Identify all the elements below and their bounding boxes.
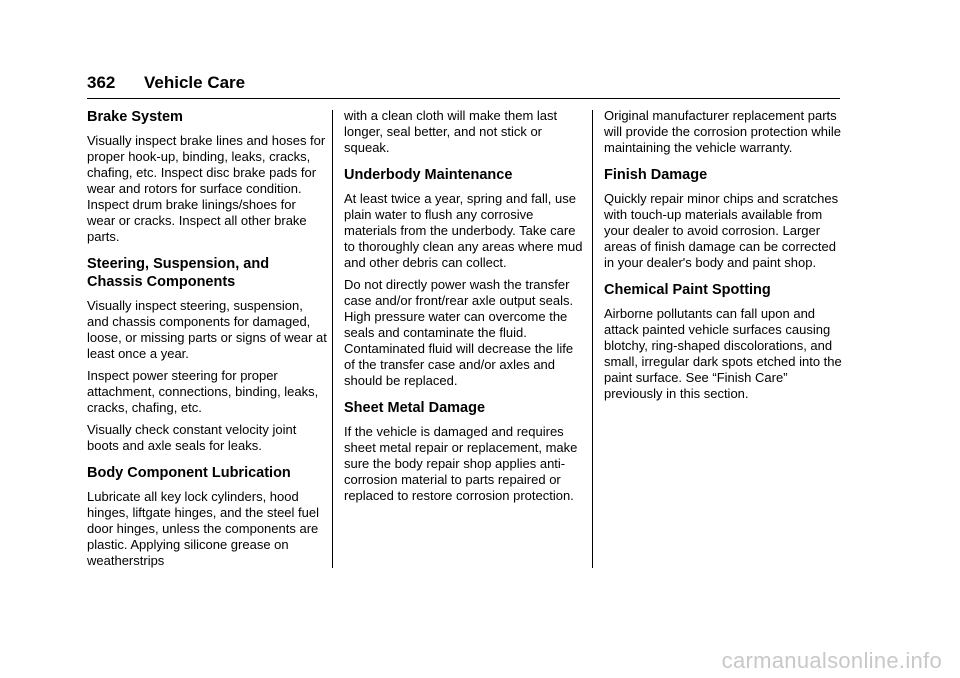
underbody-paragraph-1: At least twice a year, spring and fall, use plain water to flush any corrosive materials from the underbody. Take care to thoroughly clean any areas where mud and other debris can collect. [344, 191, 583, 270]
column-2 [344, 108, 584, 510]
brake-system-heading: Brake System [87, 109, 183, 125]
underbody-paragraph-2: Do not directly power wash the transfer case and/or front/rear axle output seals. High pressure water can overcome the seals and contaminate the fluid. Contaminated fluid will decrease the life of the transfer case and/or axles and should be replaced. [344, 277, 574, 388]
column-3 [604, 108, 844, 408]
chemical-paint-spotting-heading: Chemical Paint Spotting [604, 282, 771, 298]
brake-system-paragraph: Visually inspect brake lines and hoses for proper hook-up, binding, leaks, cracks, chafing, etc. Inspect disc brake pads for wear and rotors for surface condition. Inspect drum brake linings/shoes for wear or cracks. Inspect all other brake parts. [87, 133, 326, 244]
finish-damage-heading: Finish Damage [604, 167, 708, 183]
steering-suspension-heading: Steering, Suspension, and Chassis Components [87, 256, 270, 290]
lubrication-continued-paragraph: with a clean cloth will make them last longer, seal better, and not stick or squeak. [344, 108, 558, 155]
body-lubrication-paragraph: Lubricate all key lock cylinders, hood hinges, liftgate hinges, and the steel fuel door hinges, unless the components are plastic. Applying silicone grease on weatherstrips [87, 489, 319, 568]
steering-paragraph-1: Visually inspect steering, suspension, and chassis components for damaged, loose, or missing parts or signs of wear at least once a year. [87, 298, 327, 361]
steering-paragraph-3: Visually check constant velocity joint boots and axle seals for leaks. [87, 422, 297, 453]
column-divider-2 [592, 110, 593, 568]
sheet-metal-paragraph: If the vehicle is damaged and requires sheet metal repair or replacement, make sure the body repair shop applies anti-corrosion material to parts repaired or replaced to restore corrosion protection. [344, 424, 578, 503]
body-lubrication-heading: Body Component Lubrication [87, 465, 291, 481]
sheet-metal-damage-heading: Sheet Metal Damage [344, 400, 486, 416]
steering-paragraph-2: Inspect power steering for proper attachment, connections, binding, leaks, cracks, chafing, etc. [87, 368, 319, 415]
underbody-maintenance-heading: Underbody Maintenance [344, 167, 513, 183]
watermark: carmanualsonline.info [721, 648, 942, 673]
chapter-title: Vehicle Care [144, 73, 246, 92]
column-1 [87, 108, 327, 575]
page-header [87, 72, 840, 99]
page-number: 362 [87, 73, 116, 92]
column-divider-1 [332, 110, 333, 568]
finish-damage-paragraph: Quickly repair minor chips and scratches with touch-up materials available from your dealer to avoid corrosion. Larger areas of finish damage can be corrected in your dealer's body and paint shop. [604, 191, 839, 270]
sheet-metal-continued-paragraph: Original manufacturer replacement parts will provide the corrosion protection while maintaining the vehicle warranty. [604, 108, 842, 155]
chemical-paint-paragraph: Airborne pollutants can fall upon and attack painted vehicle surfaces causing blotchy, ring-shaped discolorations, and small, irregular dark spots etched into the paint surface. See “Finish Care” previously in this section. [604, 306, 842, 401]
